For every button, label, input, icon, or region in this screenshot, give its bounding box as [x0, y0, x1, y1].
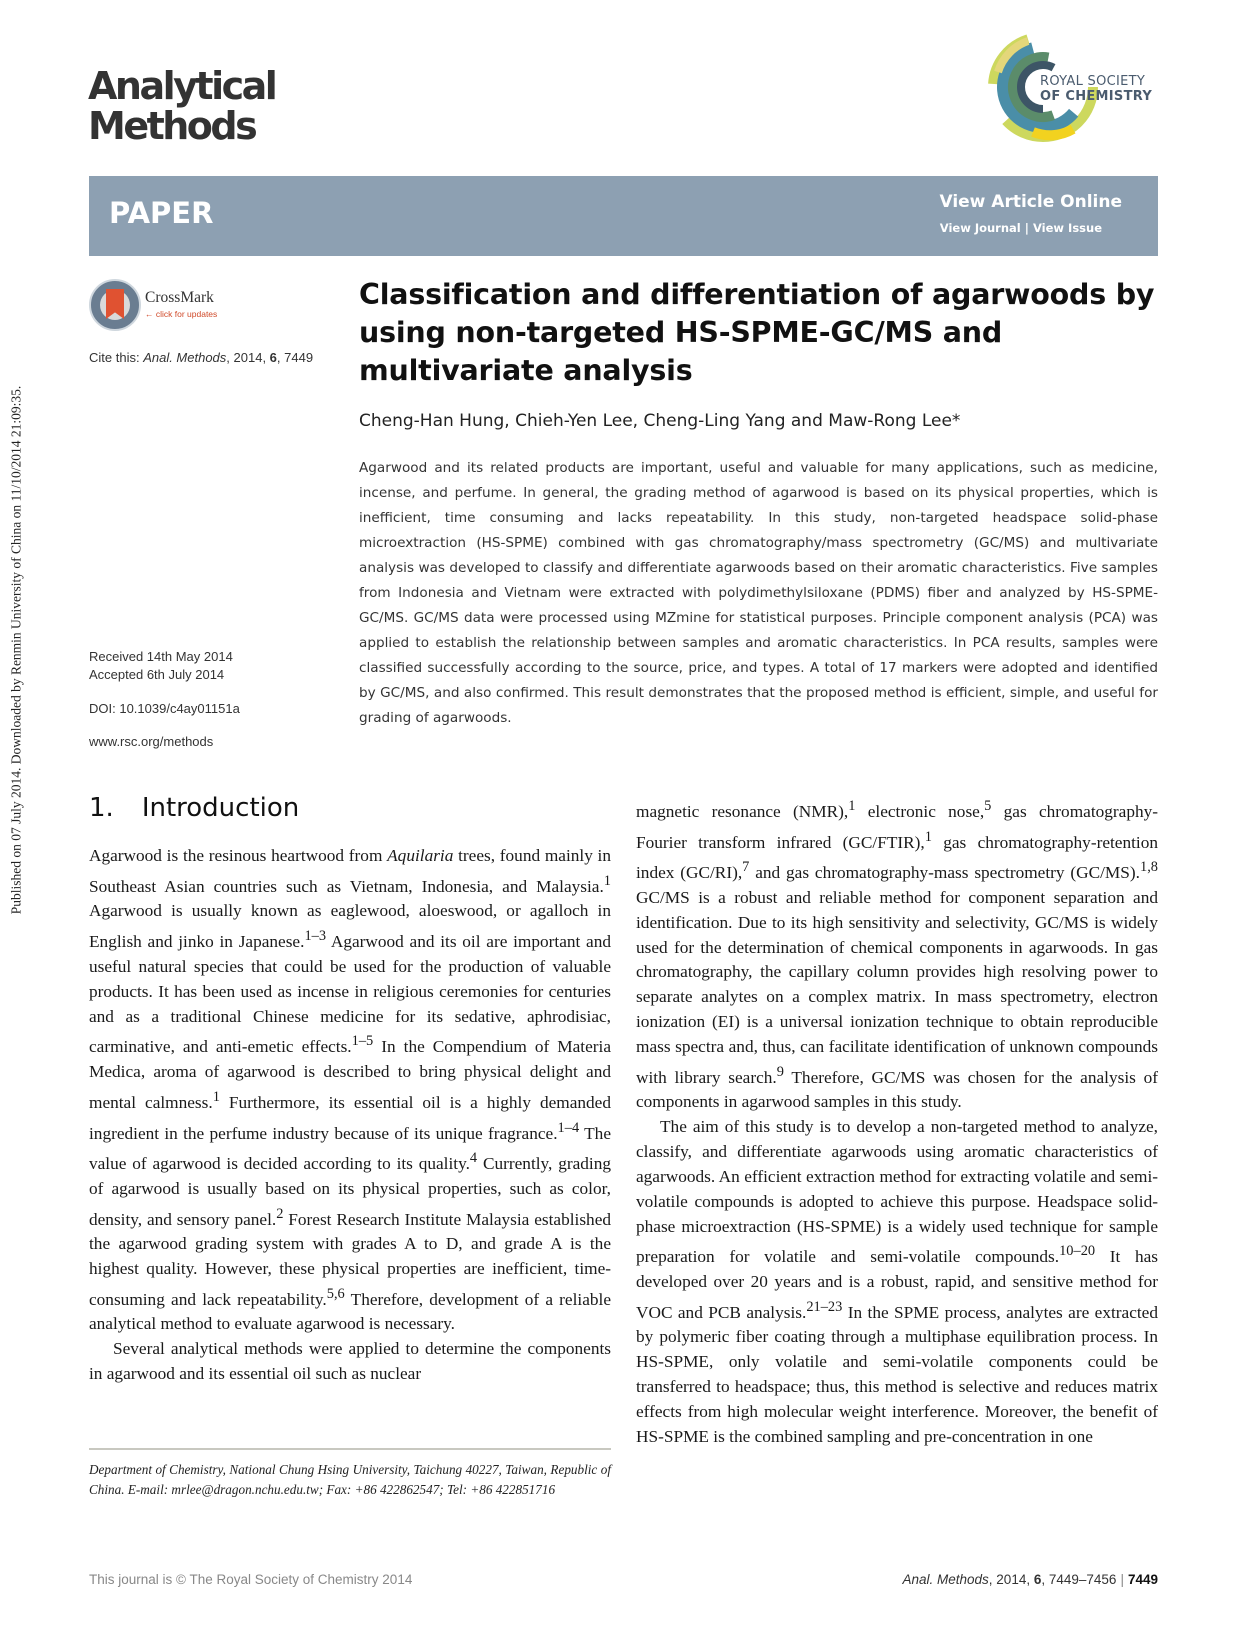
- citation: [89, 350, 313, 365]
- body-paragraph: Several analytical methods were applied to determine the components in agarwood and its essential oil such as nuclear: [89, 1339, 611, 1384]
- reference-link[interactable]: 7: [742, 859, 750, 876]
- view-article-online-link[interactable]: View Article Online: [939, 192, 1122, 212]
- text-run: In the Compendium of Materia Medica, aroma of agarwood is described to bring physical delight and mental calmness.: [89, 1037, 612, 1112]
- text-run: Agarwood is usually known as eaglewood, aloeswood, or agalloch in English and jinko in Japanese.: [89, 901, 611, 952]
- text-run: Currently, grading of agarwood is usually based on its physical properties, such as color, density, and sensory panel.: [89, 1153, 611, 1229]
- section-number: 1.: [89, 793, 114, 823]
- cite-volume: 6: [269, 350, 277, 365]
- crossmark-title: CrossMark: [145, 289, 214, 306]
- article-abstract: Agarwood and its related products are important, useful and valuable for many applications, such as medicine, incense, and perfume. In general, the grading method of agarwood is based on its physical properties, which is inefficient, time consuming and lacks repeatability. In this study, non-targeted headspace solid-phase microextraction (HS-SPME) combined with gas chromatography/mass spectrometry (GC/MS) and multivariate analysis was developed to classify and differentiate agarwoods based on their aromatic characteristics. Five samples from Indonesia and Vietnam were extracted with polydimethylsiloxane (PDMS) fiber and analyzed by HS-SPME-GC/MS. GC/MS data were processed using MZmine for statistical purposes. Principle component analysis (PCA) was applied to establish the relationship between samples and aromatic characteristics. In PCA results, samples were classified successfully according to the source, price, and types. A total of 17 markers were adopted and identified by GC/MS, and also confirmed. This result demonstrates that the proposed method is efficient, simple, and useful for grading of agarwoods.: [359, 460, 1158, 726]
- doi[interactable]: DOI: 10.1039/c4ay01151a: [89, 701, 240, 716]
- rsc-wordmark-line1: ROYAL SOCIETY: [1040, 74, 1146, 89]
- reference-link[interactable]: 1,8: [1140, 859, 1159, 876]
- reference-link[interactable]: 1: [603, 872, 611, 889]
- text-run: It has developed over 20 years and is a robust, rapid, and sensitive method for VOC and PCB analysis.: [636, 1247, 1159, 1322]
- reference-link[interactable]: 1–3: [304, 928, 327, 945]
- text-run: The value of agarwood is decided according to its quality.: [89, 1123, 611, 1173]
- rsc-wordmark-line2: OF CHEMISTRY: [1040, 89, 1153, 104]
- reference-link[interactable]: 5: [984, 798, 992, 814]
- text-run: GC/MS is a robust and reliable method for component separation and identification. Due to its high sensitivity and selectivity, GC/MS is widely used for the determination of chemical components in agarwoods. In gas chromatography, the capillary column provides high resolving power to separate analytes on a complex matrix. In mass spectrometry, electron ionization (EI) is a universal ionization technique to obtain reproducible mass spectra and, thus, can facilitate identification of unknown compounds with library search.: [636, 887, 1158, 1087]
- crossmark-badge[interactable]: [89, 279, 239, 335]
- footnote-divider: [89, 1448, 611, 1450]
- reference-link[interactable]: 1–5: [351, 1033, 374, 1050]
- cite-page: , 7449: [276, 350, 314, 365]
- journal-logo-line1: Analytical: [88, 64, 276, 108]
- article-type-label: PAPER: [109, 196, 214, 230]
- reference-link[interactable]: 1: [212, 1088, 220, 1105]
- text-run: Therefore, GC/MS was chosen for the analysis of components in agarwood samples in this study.: [636, 1067, 1158, 1112]
- download-note: [4, 320, 28, 980]
- view-issue-link[interactable]: View Issue: [1032, 221, 1102, 235]
- crossmark-subtitle: ← click for updates: [145, 309, 218, 319]
- view-journal-link[interactable]: View Journal: [939, 221, 1021, 235]
- text-run: Therefore, development of a reliable analytical method to evaluate agarwood is necessary.: [89, 1289, 611, 1334]
- accepted-date: Accepted 6th July 2014: [89, 667, 225, 682]
- text-run: Agarwood is the resinous heartwood from: [89, 846, 388, 865]
- author-affiliation: Department of Chemistry, National Chung Hsing University, Taichung 40227, Taiwan, Republic of China. E-mail: mrlee@dragon.nchu.edu.tw; Fax: +86 422862547; Tel: +86 422851716: [89, 1462, 611, 1497]
- reference-link[interactable]: 1–4: [557, 1119, 580, 1136]
- reference-link[interactable]: 9: [776, 1063, 784, 1080]
- footer-citation: [902, 1572, 1158, 1587]
- section-title: Introduction: [141, 793, 300, 823]
- reference-link[interactable]: 4: [469, 1150, 478, 1167]
- reference-link[interactable]: 5,6: [326, 1285, 345, 1302]
- cite-prefix: Cite this:: [89, 350, 144, 365]
- body-column-right: [636, 794, 1158, 1450]
- footer-volume: 6: [1033, 1572, 1042, 1587]
- footer-year: , 2014,: [988, 1572, 1034, 1587]
- footer-copyright: This journal is © The Royal Society of Chemistry 2014: [89, 1572, 413, 1587]
- view-links-divider: |: [1020, 221, 1033, 235]
- body-paragraph: [636, 1115, 1158, 1450]
- footer-journal: Anal. Methods: [902, 1572, 989, 1587]
- text-run: trees, found mainly in Southeast Asian countries such as Vietnam, Indonesia, and Malaysia.: [89, 846, 612, 896]
- body-column-left: [89, 844, 611, 1387]
- download-note-text: Published on 07 July 2014. Downloaded by Renmin University of China on 11/10/2014 21:09:35.: [8, 385, 24, 915]
- footer-pages: , 7449–7456: [1041, 1572, 1117, 1587]
- reference-link[interactable]: 1: [924, 828, 932, 845]
- cite-journal: Anal. Methods: [143, 350, 227, 365]
- reference-link[interactable]: 2: [276, 1205, 284, 1222]
- body-paragraph: [636, 794, 1158, 1115]
- text-run: magnetic resonance (NMR),: [636, 801, 849, 821]
- view-links: [940, 221, 1102, 235]
- text-run: Aquilaria: [387, 846, 454, 865]
- text-run: gas chromatography-retention index (GC/RI),: [636, 832, 1158, 882]
- article-authors: Cheng-Han Hung, Chieh-Yen Lee, Cheng-Ling Yang and Maw-Rong Lee*: [359, 411, 961, 431]
- article-title: Classification and differentiation of agarwoods by using non-targeted HS-SPME-GC/MS and multivariate analysis: [359, 278, 1155, 387]
- reference-link[interactable]: 1: [848, 798, 856, 814]
- text-run: The aim of this study is to develop a non-targeted method to analyze, classify, and differentiate agarwoods using aromatic characteristics of agarwoods. An efficient extraction method for extracting volatile and semi-volatile compounds is adopted to achieve this purpose. Headspace solid-phase microextraction (HS-SPME) is a widely used technique for sample preparation for volatile and semi-volatile compounds.: [636, 1117, 1158, 1267]
- journal-logo-line2: Methods: [88, 104, 256, 148]
- text-run: gas chromatography-Fourier transform infrared (GC/FTIR),: [636, 801, 1158, 852]
- reference-link[interactable]: 10–20: [1059, 1243, 1096, 1260]
- rsc-wordmark: [1040, 74, 1152, 104]
- text-run: Forest Research Institute Malaysia established the agarwood grading system with grades A to D, and grade A is the highest quality. However, these physical properties are inefficient, time-consuming and lack repeatability.: [89, 1209, 612, 1309]
- text-run: and gas chromatography-mass spectrometry (GC/MS).: [749, 862, 1140, 882]
- page-number: 7449: [1127, 1572, 1158, 1587]
- article-type-banner: [89, 176, 1158, 256]
- journal-logo[interactable]: [88, 66, 275, 146]
- text-run: Agarwood and its oil are important and useful natural species that could be used for the production of valuable products. It has been used as incense in religious ceremonies for centuries and as a traditional Chinese medicine for its sedative, aphrodisiac, carminative, and anti-emetic effects.: [89, 932, 611, 1057]
- text-run: Furthermore, its essential oil is a highly demanded ingredient in the perfume industry because of its unique fragrance.: [89, 1092, 611, 1143]
- journal-url[interactable]: www.rsc.org/methods: [89, 734, 214, 749]
- body-paragraph: [89, 844, 611, 1337]
- reference-link[interactable]: 21–23: [806, 1298, 843, 1315]
- section-heading: [89, 793, 299, 823]
- crossmark-icon: [89, 279, 141, 331]
- received-date: Received 14th May 2014: [89, 649, 233, 664]
- text-run: electronic nose,: [855, 801, 985, 821]
- text-run: In the SPME process, analytes are extracted by polymeric fiber coating through a multiphase equilibration process. In HS-SPME, only volatile and semi-volatile components could be transferred to headspace; thus, this method is selective and reduces matrix effects from high molecular weight interference. Moreover, the benefit of HS-SPME is the combined sampling and pre-concentration in one: [636, 1302, 1158, 1446]
- footer-separator: |: [1120, 1572, 1124, 1587]
- cite-year: , 2014,: [226, 350, 270, 365]
